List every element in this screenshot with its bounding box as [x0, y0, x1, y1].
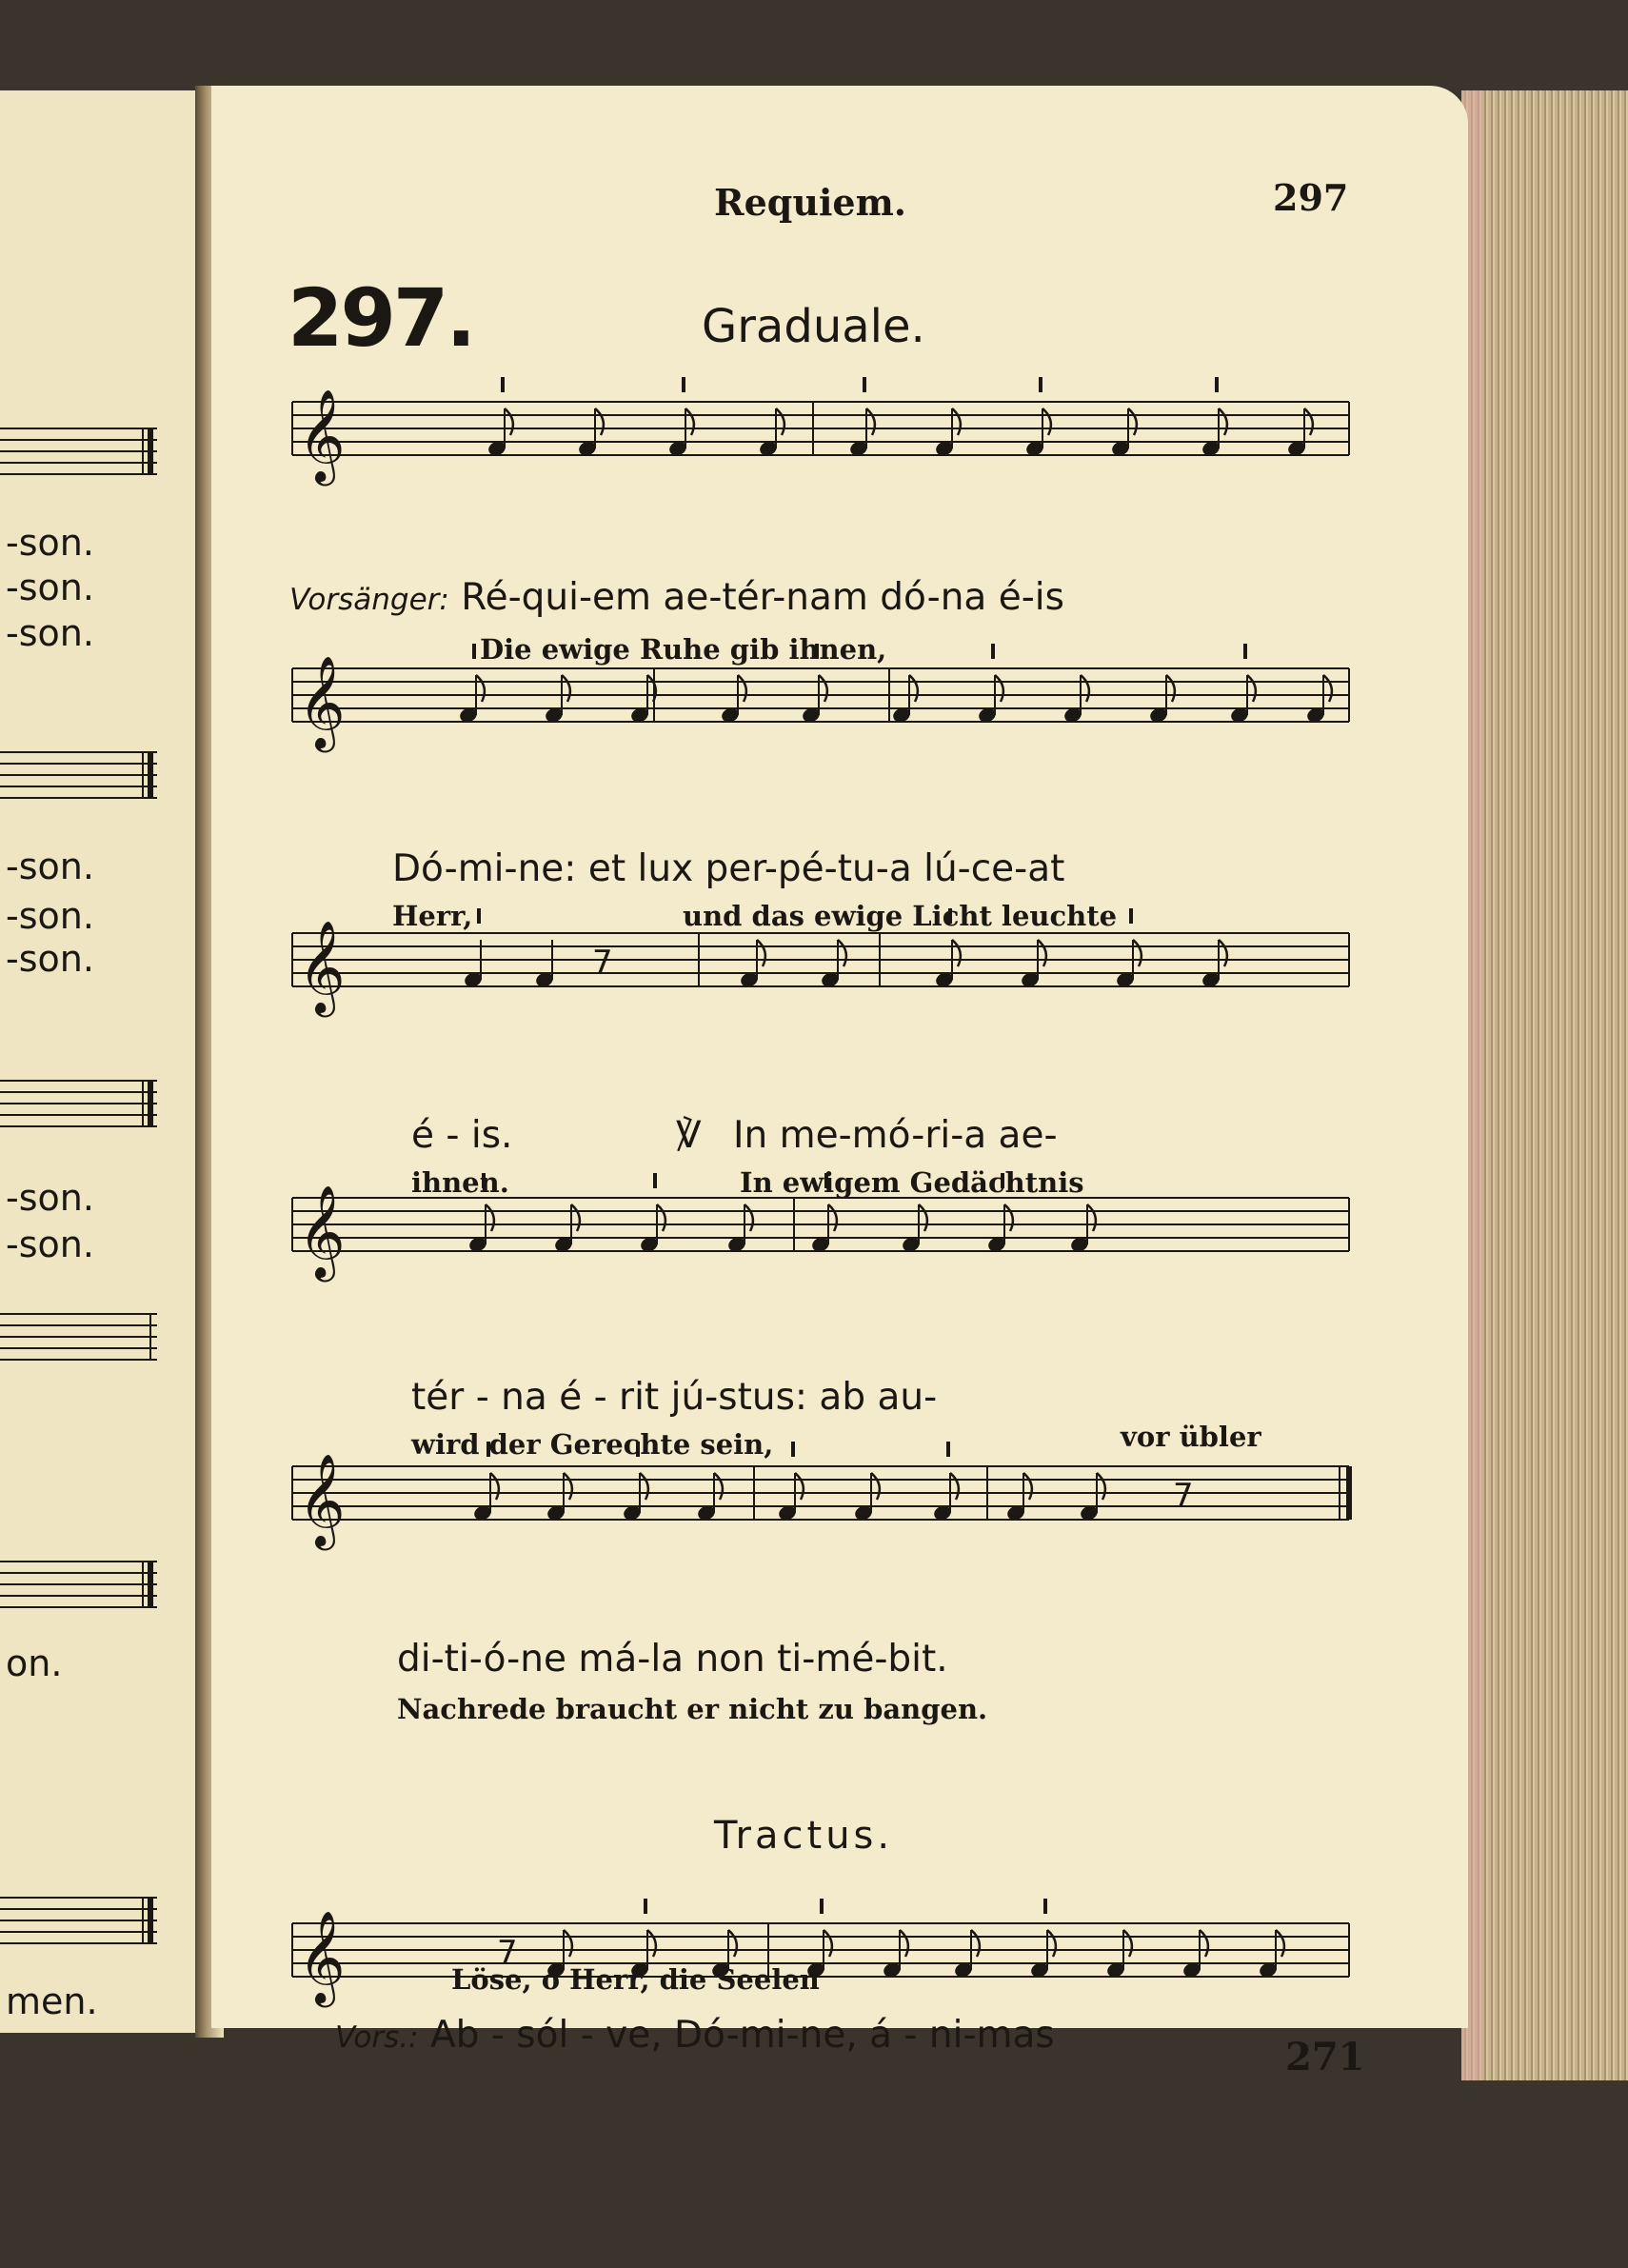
accent-mark [1129, 908, 1133, 924]
note-flag [486, 1204, 494, 1231]
left-page-line: on. [6, 1642, 63, 1684]
lyric-line-4: tér - na é - rit jú-stus: ab au- [411, 1376, 938, 1419]
left-page-line: -son. [6, 567, 94, 608]
accent-mark [477, 908, 481, 924]
accent-mark [682, 377, 685, 392]
accent-mark [863, 377, 866, 392]
tractus-label: Vors.: [335, 2020, 419, 2055]
note-flag [776, 408, 784, 435]
note-flag [1097, 1473, 1105, 1500]
note-flag [728, 1930, 737, 1957]
note-flag [838, 940, 846, 966]
left-page-line: -son. [6, 895, 94, 937]
note-flag [1123, 1930, 1132, 1957]
left-page-line: -son. [6, 612, 94, 654]
note-flag [919, 1204, 927, 1231]
hymn-number: 297. [288, 271, 474, 365]
note-flag [1133, 940, 1142, 966]
accent-mark [644, 1899, 647, 1914]
translation-line-4b: vor übler [1121, 1421, 1261, 1453]
note-flag [490, 1473, 499, 1500]
lyric-line-3b: In me-mó-ri-a ae- [733, 1114, 1058, 1157]
note-flag [971, 1930, 980, 1957]
note-flag [657, 1204, 665, 1231]
left-page-line: -son. [6, 1224, 94, 1265]
eighth-rest: 7 [592, 944, 613, 982]
note-flag [1219, 940, 1227, 966]
translation-line-5: Nachrede braucht er nicht zu bangen. [397, 1693, 988, 1725]
tractus-title: Tractus. [714, 1814, 894, 1858]
hymn-title: Graduale. [702, 300, 925, 353]
note-flag [1042, 408, 1051, 435]
note-flag [1304, 408, 1313, 435]
translation-line-2b: und das ewige Licht leuchte [683, 900, 1118, 932]
note-flag [824, 1930, 832, 1957]
note-flag [871, 1473, 880, 1500]
treble-clef: 𝄞 [298, 1184, 346, 1278]
note-flag [647, 1930, 656, 1957]
left-page-staff-fragments [0, 90, 202, 2033]
eighth-rest: 7 [1173, 1477, 1194, 1515]
note-flag [1166, 675, 1175, 702]
note-flag [995, 675, 1003, 702]
lyric-line-5: di-ti-ó-ne má-la non ti-mé-bit. [397, 1638, 948, 1681]
note-flag [1081, 675, 1089, 702]
note-flag [1219, 408, 1227, 435]
note-flag [714, 1473, 723, 1500]
left-page [0, 90, 202, 2033]
translation-line-1: Die ewige Ruhe gib ihnen, [480, 633, 887, 666]
accent-mark [501, 377, 505, 392]
lyric-line-2: Dó-mi-ne: et lux per-pé-tu-a lú-ce-at [392, 847, 1065, 890]
note-flag [640, 1473, 648, 1500]
left-page-line: men. [6, 1980, 98, 2022]
accent-mark [653, 1173, 657, 1188]
note-flag [819, 675, 827, 702]
page-number-top: 297 [1273, 176, 1349, 219]
accent-mark [1215, 377, 1219, 392]
left-page-line: -son. [6, 938, 94, 980]
accent-mark [472, 644, 476, 659]
note-flag [562, 675, 570, 702]
note-flag [738, 675, 746, 702]
note-flag [1128, 408, 1137, 435]
note-flag [952, 940, 961, 966]
accent-mark [1043, 1899, 1047, 1914]
treble-clef: 𝄞 [298, 1453, 346, 1546]
music-staves [211, 86, 1468, 2028]
running-title: Requiem. [714, 181, 907, 224]
note-flag [1276, 1930, 1284, 1957]
accent-mark [791, 1442, 795, 1457]
treble-clef: 𝄞 [298, 920, 346, 1013]
note-flag [866, 408, 875, 435]
note-flag [950, 1473, 959, 1500]
note-flag [900, 1930, 908, 1957]
left-page-line: -son. [6, 846, 94, 887]
singer-label: Vorsänger: [289, 583, 449, 617]
note-flag [1200, 1930, 1208, 1957]
note-flag [1038, 940, 1046, 966]
note-flag [571, 1204, 580, 1231]
note-flag [1023, 1473, 1032, 1500]
lyric-line-3a: é - is. [411, 1114, 513, 1157]
note-flag [595, 408, 604, 435]
left-page-line: -son. [6, 1177, 94, 1219]
note-flag [476, 675, 485, 702]
eighth-rest: 7 [497, 1934, 518, 1972]
lyric-text: Ab - sól - ve, Dó-mi-ne, á - ni-mas [429, 2014, 1055, 2057]
treble-clef: 𝄞 [298, 655, 346, 748]
versicle-sign: ℣ [676, 1114, 702, 1157]
tractus-translation: Löse, o Herr, die Seelen [451, 1963, 820, 1996]
lyric-line-1 [289, 576, 1064, 619]
note-flag [564, 1473, 572, 1500]
note-flag [909, 675, 918, 702]
translation-line-4a: wird der Gerechte sein, [411, 1428, 774, 1461]
note-flag [685, 408, 694, 435]
note-flag [1087, 1204, 1096, 1231]
note-flag [1004, 1204, 1013, 1231]
treble-clef: 𝄞 [298, 1910, 346, 2003]
treble-clef: 𝄞 [298, 388, 346, 482]
note-flag [952, 408, 961, 435]
note-flag [757, 940, 765, 966]
accent-mark [946, 1442, 950, 1457]
note-flag [1047, 1930, 1056, 1957]
note-flag [505, 408, 513, 435]
note-flag [745, 1204, 753, 1231]
accent-mark [991, 644, 995, 659]
left-page-line: -son. [6, 522, 94, 564]
note-flag [1247, 675, 1256, 702]
page-number-bottom: 271 [1285, 2035, 1365, 2079]
translation-line-3b: In ewigem Gedächtnis [740, 1166, 1084, 1199]
note-flag [1323, 675, 1332, 702]
lyric-text: Ré-qui-em ae-tér-nam dó-na é-is [461, 576, 1064, 619]
accent-mark [820, 1899, 824, 1914]
note-flag [564, 1930, 572, 1957]
note-flag [795, 1473, 804, 1500]
tractus-lyric-line [335, 2014, 1055, 2057]
translation-line-3a: ihnen. [411, 1166, 509, 1199]
accent-mark [1243, 644, 1247, 659]
page-edges [1461, 90, 1628, 2080]
accent-mark [1039, 377, 1042, 392]
note-flag [828, 1204, 837, 1231]
translation-line-2a: Herr, [392, 900, 473, 932]
